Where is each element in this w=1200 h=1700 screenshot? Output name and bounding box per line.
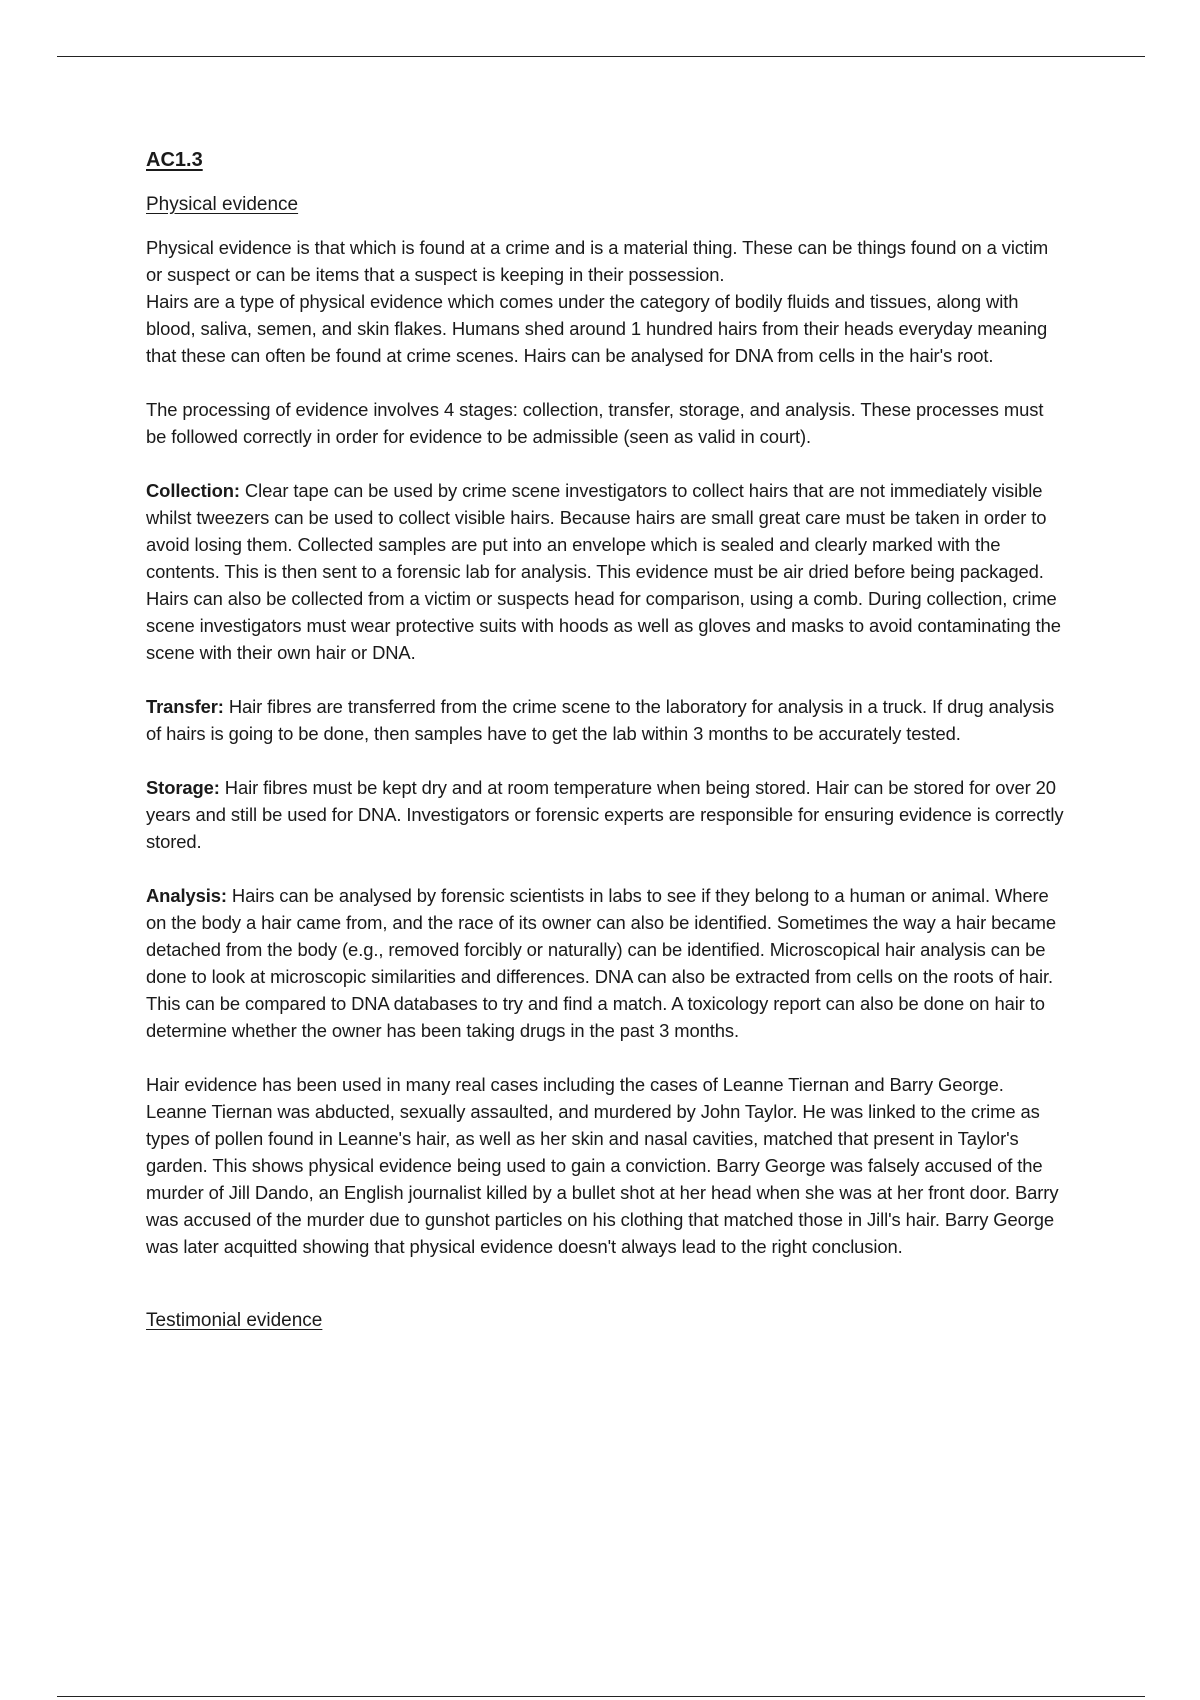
- transfer-text: Hair fibres are transferred from the crime scene to the laboratory for analysis in a truck. If drug analysis of hairs is going to be done, then samples have to get the lab within 3 months to be accurately tested.: [146, 696, 1055, 744]
- section-heading: AC1.3: [146, 149, 203, 171]
- processing-paragraph: The processing of evidence involves 4 stages: collection, transfer, storage, and analysis. These processes must be followed correctly in order for evidence to be admissible (seen as valid in court).: [146, 399, 1044, 447]
- analysis-paragraph: [146, 882, 1066, 1044]
- storage-text: Hair fibres must be kept dry and at room temperature when being stored. Hair can be stored for over 20 years and still be used for DNA. Investigators or forensic experts are responsible for ensuring evidence is correctly stored.: [146, 777, 1064, 852]
- transfer-label: Transfer:: [146, 696, 224, 717]
- storage-paragraph: [146, 774, 1066, 855]
- document-body: [146, 146, 1066, 1350]
- bottom-divider: [57, 1696, 1145, 1697]
- analysis-text: Hairs can be analysed by forensic scientists in labs to see if they belong to a human or animal. Where on the body a hair came from, and the race of its owner can also be identified. Sometimes the way a hair became detached from the body (e.g., removed forcibly or naturally) can be identified. Microscopical hair analysis can be done to look at microscopic similarities and differences. DNA can also be extracted from cells on the roots of hair. This can be compared to DNA databases to try and find a match. A toxicology report can also be done on hair to determine whether the owner has been taking drugs in the past 3 months.: [146, 885, 1056, 1041]
- hairs-paragraph: Hairs are a type of physical evidence which comes under the category of bodily fluids and tissues, along with blood, saliva, semen, and skin flakes. Humans shed around 1 hundred hairs from their heads everyday meaning that these can often be found at crime scenes. Hairs can be analysed for DNA from cells in the hair's root.: [146, 291, 1048, 366]
- collection-label: Collection:: [146, 480, 240, 501]
- physical-evidence-heading: Physical evidence: [146, 194, 299, 215]
- collection-text: Clear tape can be used by crime scene investigators to collect hairs that are not immediately visible whilst tweezers can be used to collect visible hairs. Because hairs are small great care must be taken in order to avoid losing them. Collected samples are put into an envelope which is sealed and clearly marked with the contents. This is then sent to a forensic lab for analysis. This evidence must be air dried before being packaged. Hairs can also be collected from a victim or suspects head for comparison, using a comb. During collection, crime scene investigators must wear protective suits with hoods as well as gloves and masks to avoid contaminating the scene with their own hair or DNA.: [146, 480, 1061, 663]
- storage-label: Storage:: [146, 777, 220, 798]
- testimonial-evidence-heading: Testimonial evidence: [146, 1310, 323, 1331]
- collection-paragraph: [146, 477, 1066, 666]
- top-divider: [57, 56, 1145, 57]
- analysis-label: Analysis:: [146, 885, 227, 906]
- intro-paragraph: Physical evidence is that which is found at a crime and is a material thing. These can be things found on a victim or suspect or can be items that a suspect is keeping in their possession.: [146, 237, 1049, 285]
- transfer-paragraph: [146, 693, 1066, 747]
- cases-paragraph: Hair evidence has been used in many real cases including the cases of Leanne Tiernan and Barry George. Leanne Tiernan was abducted, sexually assaulted, and murdered by John Taylor. He was linked to the crime as types of pollen found in Leanne's hair, as well as her skin and nasal cavities, matched that present in Taylor's garden. This shows physical evidence being used to gain a conviction. Barry George was falsely accused of the murder of Jill Dando, an English journalist killed by a bullet shot at her head when she was at her front door. Barry was accused of the murder due to gunshot particles on his clothing that matched those in Jill's hair. Barry George was later acquitted showing that physical evidence doesn't always lead to the right conclusion.: [146, 1074, 1059, 1257]
